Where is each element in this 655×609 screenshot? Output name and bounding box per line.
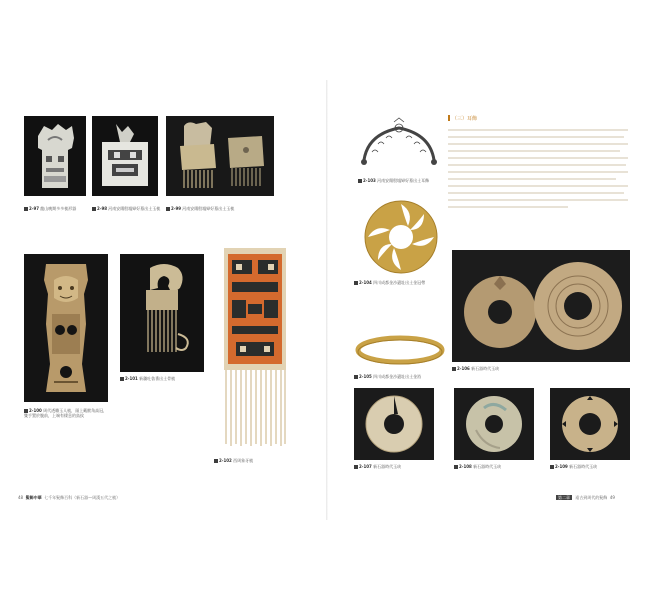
book-title: 髮飾中華 — [25, 495, 42, 500]
section-title-text: （三）耳飾 — [452, 116, 478, 122]
caption-text: 新石器時代玉玦 — [569, 464, 598, 469]
text-line — [448, 136, 624, 138]
caption-2-98 — [92, 206, 162, 211]
right-footer — [556, 495, 615, 501]
text-line — [448, 143, 628, 145]
caption-2-100 — [24, 408, 110, 419]
text-line — [448, 171, 628, 173]
text-line — [448, 185, 628, 187]
caption-number: 2-106 — [457, 366, 470, 371]
left-page — [0, 0, 327, 609]
text-line — [448, 150, 620, 152]
caption-2-99 — [166, 206, 276, 211]
text-line — [448, 178, 616, 180]
drawing-2-103 — [358, 116, 440, 174]
book-subtitle: 七千年髮飾百科（新石器—周漢五代之梳） — [44, 495, 121, 500]
chapter-badge: 第二章 — [558, 495, 570, 500]
caption-number: 2-102 — [219, 458, 232, 463]
photo-2-108 — [454, 388, 534, 460]
caption-number: 2-99 — [171, 206, 182, 211]
caption-number: 2-97 — [29, 206, 40, 211]
caption-text: 河南安陽殷墟婦好墓出土玉梳 — [182, 206, 235, 211]
caption-marker-icon — [454, 465, 458, 469]
photo-2-109 — [550, 388, 630, 460]
photo-2-98 — [92, 116, 158, 196]
caption-number: 2-101 — [125, 376, 138, 381]
photo-2-105 — [354, 330, 446, 370]
text-line — [448, 206, 568, 208]
caption-number: 2-104 — [359, 280, 372, 285]
caption-text: 河南安陽殷墟婦好墓出土玉梳 — [108, 206, 161, 211]
text-line — [448, 199, 628, 201]
caption-text: 四川成都金沙遺址出土金箔 — [373, 374, 422, 379]
page-number: 48 — [18, 495, 24, 500]
caption-text: 周代透雕玉人梳，頭上戴獸角高冠，雙手置於腹前，上端有棲息的鳥紋 — [24, 408, 108, 419]
caption-2-104 — [354, 280, 432, 285]
body-text-block — [448, 126, 628, 226]
photo-2-100 — [24, 254, 108, 402]
caption-2-97 — [24, 206, 86, 211]
caption-text: 新石器時代玉玦 — [373, 464, 402, 469]
caption-marker-icon — [166, 207, 170, 211]
photo-2-107 — [354, 388, 434, 460]
photo-2-102 — [214, 240, 296, 452]
caption-marker-icon — [358, 179, 362, 183]
photo-2-99 — [166, 116, 274, 196]
caption-number: 2-98 — [97, 206, 108, 211]
caption-text: 新石器時代玉玦 — [473, 464, 502, 469]
text-line — [448, 157, 628, 159]
caption-2-108 — [454, 464, 534, 469]
section-marker-icon — [448, 115, 450, 121]
caption-number: 2-103 — [363, 178, 376, 183]
caption-2-107 — [354, 464, 434, 469]
caption-number: 2-108 — [459, 464, 472, 469]
caption-2-106 — [452, 366, 630, 371]
caption-2-103 — [358, 178, 440, 183]
left-footer — [18, 495, 120, 501]
caption-text: 河南安陽殷墟婦好墓出土耳飾 — [377, 178, 430, 183]
caption-number: 2-100 — [29, 408, 42, 413]
caption-marker-icon — [550, 465, 554, 469]
text-line — [448, 129, 628, 131]
photo-2-104 — [362, 198, 440, 276]
photo-2-106 — [452, 250, 630, 362]
caption-2-102 — [214, 458, 296, 463]
caption-text: 新石器時代玉玦 — [471, 366, 500, 371]
caption-number: 2-109 — [555, 464, 568, 469]
page-number: 49 — [609, 495, 615, 500]
caption-marker-icon — [452, 367, 456, 371]
caption-2-109 — [550, 464, 630, 469]
right-page — [328, 0, 655, 609]
caption-2-101 — [120, 376, 206, 381]
caption-text: 四川成都金沙遺址出土金冠帶 — [373, 280, 426, 285]
caption-marker-icon — [354, 465, 358, 469]
caption-text: 西周象牙梳 — [233, 458, 254, 463]
caption-text: 龍山晚期多多梳形器 — [40, 206, 77, 211]
caption-marker-icon — [24, 409, 28, 413]
caption-number: 2-107 — [359, 464, 372, 469]
caption-marker-icon — [354, 281, 358, 285]
caption-marker-icon — [214, 459, 218, 463]
caption-2-105 — [354, 374, 446, 379]
section-title — [448, 115, 477, 122]
caption-marker-icon — [354, 375, 358, 379]
caption-marker-icon — [120, 377, 124, 381]
caption-marker-icon — [24, 207, 28, 211]
text-line — [448, 192, 624, 194]
caption-number: 2-105 — [359, 374, 372, 379]
caption-text: 新疆吐魯番出土骨梳 — [139, 376, 176, 381]
text-line — [448, 164, 626, 166]
photo-2-97 — [24, 116, 86, 196]
caption-marker-icon — [92, 207, 96, 211]
photo-2-101 — [120, 254, 204, 372]
chapter-title: 遠古到周代的髮飾 — [575, 495, 608, 500]
